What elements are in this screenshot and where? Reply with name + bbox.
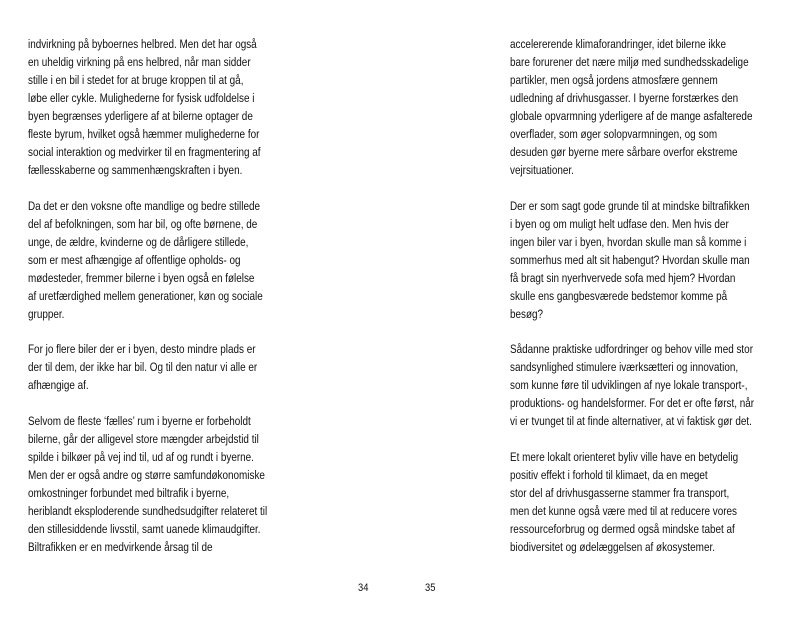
page-number-left: 34	[358, 582, 369, 594]
text-line: indvirkning på byboernes helbred. Men det har også	[28, 37, 257, 51]
text-line: men det kunne også være med til at reducere vores	[510, 504, 738, 519]
text-line: afhængige af.	[28, 378, 89, 393]
text-line: Der er som sagt gode grunde til at mindske biltrafikken	[510, 198, 750, 213]
text-line: Et mere lokalt orienteret byliv ville have en betydelig	[510, 450, 739, 465]
text-line: fleste byrum, hvilket også hæmmer mulighederne for	[28, 126, 260, 141]
text-line: overflader, som øger solopvarmningen, og som	[510, 126, 718, 141]
text-line: heriblandt eksploderende sundhedsudgifter relateret til	[28, 504, 268, 519]
text-line: Biltrafikken er en medvirkende årsag til de	[28, 540, 213, 555]
text-line: udledning af drivhusgasser. I byerne forstærkes den	[510, 90, 739, 105]
text-line: social interaktion og medvirker til en fragmentering af	[28, 144, 261, 159]
text-line: ingen biler var i byen, hvordan skulle man så komme i	[510, 234, 747, 249]
text-line: accelererende klimaforandringer, idet bilerne ikke	[510, 37, 726, 51]
text-line: Men der er også andre og større samfundøkonomiske	[28, 468, 265, 483]
text-line: bare forurener det nære miljø med sundhedsskadelige	[510, 54, 749, 69]
text-line: i byen og om muligt helt udfase den. Men hvis der	[510, 216, 729, 231]
text-line: omkostninger forbundet med biltrafik i byerne,	[28, 486, 230, 501]
text-line: positiv effekt i forhold til klimaet, da en meget	[510, 468, 708, 483]
paragraph	[28, 36, 267, 180]
text-line: byen begrænses yderligere af at bilerne optager de	[28, 108, 253, 123]
text-line: løbe eller cykle. Mulighederne for fysisk udfoldelse i	[28, 90, 255, 105]
text-line: som kunne føre til udviklingen af nye lokale transport-,	[510, 378, 748, 393]
text-line: sandsynlighed stimulere iværksætteri og innovation,	[510, 360, 739, 375]
page-number-right: 35	[425, 582, 436, 594]
paragraph	[510, 198, 754, 324]
text-line: unge, de ældre, kvinderne og de dårligere stillede,	[28, 234, 249, 249]
text-line: spilde i bilkøer på vej ind til, ud af og rundt i byerne.	[28, 450, 254, 465]
text-line: biodiversitet og ødelæggelsen af økosystemer.	[510, 540, 715, 555]
paragraph	[510, 341, 754, 431]
paragraph	[510, 449, 754, 557]
left-page-text	[28, 36, 267, 575]
text-line: besøg?	[510, 306, 544, 321]
text-line: af uretfærdighed mellem generationer, køn og sociale	[28, 288, 263, 303]
paragraph	[28, 341, 267, 395]
paragraph	[28, 413, 267, 557]
text-line: globale opvarmning yderligere af de mange asfalterede	[510, 108, 753, 123]
text-line: fællesskaberne og sammenhængskraften i byen.	[28, 162, 243, 177]
text-line: den stillesiddende livsstil, samt uanede klimaudgifter.	[28, 522, 261, 537]
text-line: skulle ens gangbesværede bedstemor komme på	[510, 288, 728, 303]
text-line: vejrsituationer.	[510, 162, 574, 177]
text-line: produktions- og handelsformer. For det er ofte først, når	[510, 396, 755, 411]
text-line: Sådanne praktiske udfordringer og behov ville med stor	[510, 342, 753, 357]
text-line: partikler, men også jordens atmosfære gennem	[510, 72, 718, 87]
right-page-text	[510, 36, 754, 575]
text-line: del af befolkningen, som har bil, og ofte børnene, de	[28, 216, 258, 231]
text-line: For jo flere biler der er i byen, desto mindre plads er	[28, 342, 256, 357]
text-line: sommerhus med alt sit habengut? Hvordan skulle man	[510, 252, 750, 267]
text-line: Da det er den voksne ofte mandlige og bedre stillede	[28, 198, 260, 213]
text-line: der til dem, der ikke har bil. Og til den natur vi alle er	[28, 360, 258, 375]
text-line: desuden gør byerne mere sårbare overfor ekstreme	[510, 144, 738, 159]
text-line: grupper.	[28, 306, 65, 321]
text-line: stor del af drivhusgasserne stammer fra transport,	[510, 486, 730, 501]
paragraph	[28, 198, 267, 324]
text-line: Selvom de fleste ‘fælles’ rum i byerne er forbeholdt	[28, 414, 251, 429]
text-line: mødesteder, fremmer bilerne i byen også en følelse	[28, 270, 255, 285]
text-line: ressourceforbrug og dermed også mindske tabet af	[510, 522, 735, 537]
paragraph	[510, 36, 754, 180]
text-line: få bragt sin nyerhvervede sofa med hjem? Hvordan	[510, 270, 736, 285]
text-line: stille i en bil i stedet for at bruge kroppen til at gå,	[28, 72, 244, 87]
text-line: som er mest afhængige af offentlige opholds- og	[28, 252, 241, 267]
text-line: en uheldig virkning på ens helbred, når man sidder	[28, 54, 251, 69]
text-line: vi er tvunget til at finde alternativer, at vi faktisk gør det.	[510, 414, 752, 429]
text-line: bilerne, går der alligevel store mængder arbejdstid til	[28, 432, 259, 447]
